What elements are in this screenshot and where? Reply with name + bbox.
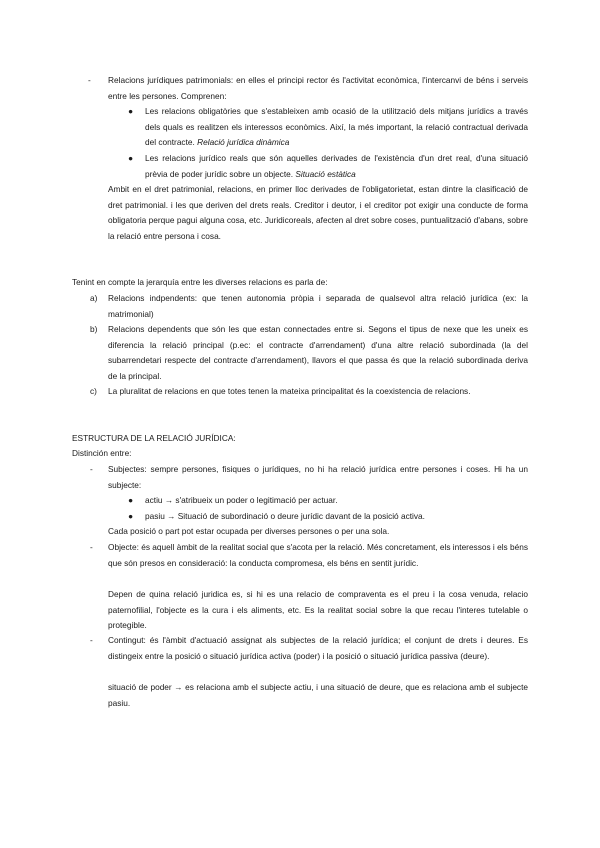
real-relations-emphasis: Situació estàtica bbox=[295, 168, 356, 179]
object-more bbox=[108, 587, 528, 634]
object-more-text: Depen de quina relació juridica es, si hi es una relacio de compraventa es el preu i la cosa venuda, relacio paternofilial, l'objecte es la cura i els aliments, etc. Es la realitat social sobre la que recau l'interes tutelable o protegible. bbox=[108, 589, 528, 631]
patrimonial-relations-heading bbox=[108, 73, 528, 104]
dash-bullet: - bbox=[90, 542, 93, 552]
distinction-subtitle-text: Distinción entre: bbox=[72, 448, 132, 458]
bullet-dot: ● bbox=[128, 106, 134, 116]
passive-subject-text: pasiu → Situació de subordinació o deure jurídic davant de la posició activa. bbox=[145, 511, 425, 521]
real-relations-text: Les relacions jurídico reals que són aquelles derivades de l'existència d'un dret real, d'una situació prèvia de poder jurídic sobre un objecte. bbox=[145, 153, 528, 179]
plurality-relations-text: La pluralitat de relacions en que totes tenen la mateixa principalitat és la coexistencia de relacions. bbox=[108, 386, 471, 396]
active-subject-text: actiu → s'atribueix un poder o legitimació per actuar. bbox=[145, 495, 338, 505]
independent-relations-item bbox=[108, 291, 528, 322]
active-subject-item bbox=[145, 493, 528, 509]
patrimonial-paragraph bbox=[108, 182, 528, 244]
obligatory-relations-emphasis: Relació jurídica dinàmica bbox=[197, 137, 290, 148]
bullet-dot: ● bbox=[128, 511, 134, 521]
content-more bbox=[108, 680, 528, 711]
obligatory-relations-text: Les relacions obligatòries que s'estableixen amb ocasió de la utilització dels mitjans jurídics a través dels quals es realitzen els interessos econòmics. Així, la més important, la relació contractual derivada del contracte. bbox=[145, 106, 528, 148]
subjects-note-text: Cada posició o part pot estar ocupada per diverses persones o per una sola. bbox=[108, 526, 390, 536]
patrimonial-paragraph-text: Ambit en el dret patrimonial, relacions, en primer lloc derivades de l'obligatorietat, estan dintre la clasificació de dret patrimonial. i les que deriven del drets reals. Creditor i deutor, i el creditor pot exigir una conducte de forma obligatoria perque pagui alguna cosa, etc. Juridicoreals, afecten al dret sobre coses, puntualització d'abans, sobre la relació entre persona i cosa. bbox=[108, 184, 528, 241]
dash-bullet: - bbox=[90, 635, 93, 645]
dash-bullet: - bbox=[88, 75, 91, 85]
plurality-relations-item bbox=[108, 384, 528, 400]
obligatory-relations-item bbox=[145, 104, 528, 151]
bullet-dot: ● bbox=[128, 153, 134, 163]
dash-bullet: - bbox=[90, 464, 93, 474]
subjects-text: Subjectes: sempre persones, fisiques o jurídiques, no hi ha relació jurídica entre persones i coses. Hi ha un subjecte: bbox=[108, 464, 528, 490]
hierarchy-intro bbox=[72, 275, 528, 291]
passive-subject-item bbox=[145, 509, 528, 525]
list-label-b: b) bbox=[90, 324, 98, 334]
object-item bbox=[108, 540, 528, 571]
distinction-subtitle bbox=[72, 446, 528, 462]
list-label-a: a) bbox=[90, 293, 98, 303]
object-text: Objecte: és aquell àmbit de la realitat social que s'acota per la relació. Més concretament, els interessos i els béns que són presos en consideració: la conducta compromesa, els béns en sentit jurídic. bbox=[108, 542, 528, 568]
bullet-dot: ● bbox=[128, 495, 134, 505]
content-more-text: situació de poder → es relaciona amb el subjecte actiu, i una situació de deure, que es relaciona amb el subjecte pasiu. bbox=[108, 682, 528, 708]
content-item bbox=[108, 633, 528, 664]
structure-title bbox=[72, 431, 528, 447]
independent-relations-text: Relacions indpendents: que tenen autonomia pròpia i separada de qualsevol altra relació jurídica (ex: la matrimonial) bbox=[108, 293, 528, 319]
dependent-relations-text: Relacions dependents que són les que estan connectades entre si. Segons el tipus de nexe que les uneix es diferencia la relació principal (p.ec: el contracte d'arrendament) d'una altre relació subordinada (la del subarrendetari respecte del contracte d'arrendament), llavors el que passa és que la relació subordinada deriva de la principal. bbox=[108, 324, 528, 381]
patrimonial-relations-text: Relacions jurídiques patrimonials: en elles el principi rector és l'activitat econòmica, l'intercanvi de béns i serveis entre les persones. Comprenen: bbox=[108, 75, 528, 101]
subjects-item bbox=[108, 462, 528, 493]
structure-title-text: ESTRUCTURA DE LA RELACIÓ JURÍDICA: bbox=[72, 433, 236, 443]
dependent-relations-item bbox=[108, 322, 528, 384]
hierarchy-intro-text: Tenint en compte la jerarquía entre les diverses relacions es parla de: bbox=[72, 277, 328, 287]
list-label-c: c) bbox=[90, 386, 97, 396]
subjects-note bbox=[108, 524, 528, 540]
real-relations-item bbox=[145, 151, 528, 182]
content-text: Contingut: és l'àmbit d'actuació assignat als subjectes de la relació jurídica; el conjunt de drets i deures. Es distingeix entre la posició o situació jurídica activa (poder) i la posició o situació jurídica passiva (deure). bbox=[108, 635, 528, 661]
